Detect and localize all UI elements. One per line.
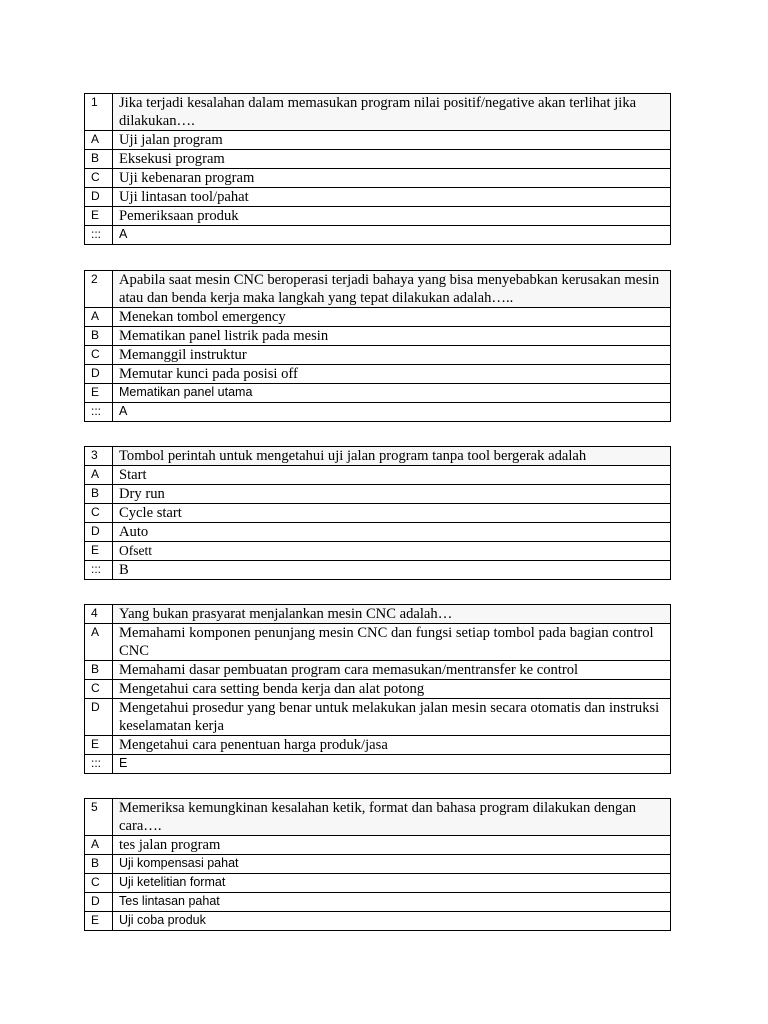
option-row	[85, 680, 671, 699]
option-text: Menekan tombol emergency	[113, 308, 671, 327]
option-label: D	[85, 365, 113, 384]
option-text: Eksekusi program	[113, 150, 671, 169]
option-row	[85, 661, 671, 680]
option-text: Memutar kunci pada posisi off	[113, 365, 671, 384]
option-label: C	[85, 504, 113, 523]
option-text: Uji kebenaran program	[113, 169, 671, 188]
answer-row	[85, 561, 671, 580]
question-number: 4	[85, 605, 113, 624]
option-text: Mengetahui cara penentuan harga produk/jasa	[113, 736, 671, 755]
option-label: B	[85, 150, 113, 169]
question-row	[85, 605, 671, 624]
option-label: A	[85, 131, 113, 150]
option-label: B	[85, 327, 113, 346]
question-number: 2	[85, 271, 113, 308]
answer-label: :::	[85, 403, 113, 422]
option-row	[85, 131, 671, 150]
option-label: A	[85, 836, 113, 855]
option-label: C	[85, 346, 113, 365]
option-row	[85, 384, 671, 403]
option-row	[85, 365, 671, 384]
answer-text: A	[113, 226, 671, 245]
option-text: Auto	[113, 523, 671, 542]
option-label: C	[85, 874, 113, 893]
question-number: 3	[85, 447, 113, 466]
option-text: Ofsett	[113, 542, 671, 561]
option-text: Uji kompensasi pahat	[113, 855, 671, 874]
option-text: Uji ketelitian format	[113, 874, 671, 893]
option-label: E	[85, 736, 113, 755]
option-row	[85, 346, 671, 365]
option-label: B	[85, 855, 113, 874]
option-row	[85, 836, 671, 855]
question-row	[85, 271, 671, 308]
option-row	[85, 912, 671, 931]
option-text: Memahami dasar pembuatan program cara memasukan/mentransfer ke control	[113, 661, 671, 680]
question-text: Yang bukan prasyarat menjalankan mesin CNC adalah…	[113, 605, 671, 624]
answer-label: :::	[85, 755, 113, 774]
answer-row	[85, 403, 671, 422]
question-4-table	[84, 604, 671, 774]
option-label: E	[85, 912, 113, 931]
answer-label: :::	[85, 226, 113, 245]
option-row	[85, 327, 671, 346]
question-text: Jika terjadi kesalahan dalam memasukan program nilai positif/negative akan terlihat jika dilakukan….	[113, 94, 671, 131]
question-1-table	[84, 93, 671, 245]
option-row	[85, 188, 671, 207]
question-text: Apabila saat mesin CNC beroperasi terjadi bahaya yang bisa menyebabkan kerusakan mesin atau dan benda kerja maka langkah yang tepat dilakukan adalah…..	[113, 271, 671, 308]
option-label: D	[85, 699, 113, 736]
option-row	[85, 308, 671, 327]
question-row	[85, 447, 671, 466]
option-label: D	[85, 523, 113, 542]
option-row	[85, 736, 671, 755]
option-row	[85, 169, 671, 188]
answer-text: B	[113, 561, 671, 580]
option-text: Memahami komponen penunjang mesin CNC dan fungsi setiap tombol pada bagian control CNC	[113, 624, 671, 661]
option-row	[85, 624, 671, 661]
question-2-table	[84, 270, 671, 422]
question-text: Memeriksa kemungkinan kesalahan ketik, format dan bahasa program dilakukan dengan cara….	[113, 799, 671, 836]
option-text: Uji jalan program	[113, 131, 671, 150]
option-row	[85, 504, 671, 523]
option-row	[85, 150, 671, 169]
question-row	[85, 799, 671, 836]
question-text: Tombol perintah untuk mengetahui uji jalan program tanpa tool bergerak adalah	[113, 447, 671, 466]
question-row	[85, 94, 671, 131]
option-row	[85, 466, 671, 485]
option-label: E	[85, 384, 113, 403]
option-label: A	[85, 308, 113, 327]
option-text: Start	[113, 466, 671, 485]
question-number: 1	[85, 94, 113, 131]
question-5-table	[84, 798, 671, 931]
option-row	[85, 207, 671, 226]
option-text: tes jalan program	[113, 836, 671, 855]
option-text: Uji coba produk	[113, 912, 671, 931]
question-number: 5	[85, 799, 113, 836]
option-label: E	[85, 542, 113, 561]
option-text: Memanggil instruktur	[113, 346, 671, 365]
option-label: A	[85, 624, 113, 661]
option-text: Tes lintasan pahat	[113, 893, 671, 912]
option-label: B	[85, 485, 113, 504]
answer-text: E	[113, 755, 671, 774]
option-label: C	[85, 169, 113, 188]
option-label: E	[85, 207, 113, 226]
option-label: B	[85, 661, 113, 680]
option-label: C	[85, 680, 113, 699]
option-text: Dry run	[113, 485, 671, 504]
option-row	[85, 523, 671, 542]
option-label: A	[85, 466, 113, 485]
option-text: Pemeriksaan produk	[113, 207, 671, 226]
answer-label: :::	[85, 561, 113, 580]
option-row	[85, 542, 671, 561]
question-3-table	[84, 446, 671, 580]
option-row	[85, 874, 671, 893]
option-row	[85, 855, 671, 874]
option-label: D	[85, 188, 113, 207]
option-label: D	[85, 893, 113, 912]
option-text: Mengetahui cara setting benda kerja dan alat potong	[113, 680, 671, 699]
option-row	[85, 893, 671, 912]
option-text: Mematikan panel utama	[113, 384, 671, 403]
answer-text: A	[113, 403, 671, 422]
option-text: Cycle start	[113, 504, 671, 523]
option-row	[85, 699, 671, 736]
option-text: Mematikan panel listrik pada mesin	[113, 327, 671, 346]
answer-row	[85, 755, 671, 774]
option-row	[85, 485, 671, 504]
answer-row	[85, 226, 671, 245]
option-text: Mengetahui prosedur yang benar untuk melakukan jalan mesin secara otomatis dan instruksi keselamatan kerja	[113, 699, 671, 736]
option-text: Uji lintasan tool/pahat	[113, 188, 671, 207]
